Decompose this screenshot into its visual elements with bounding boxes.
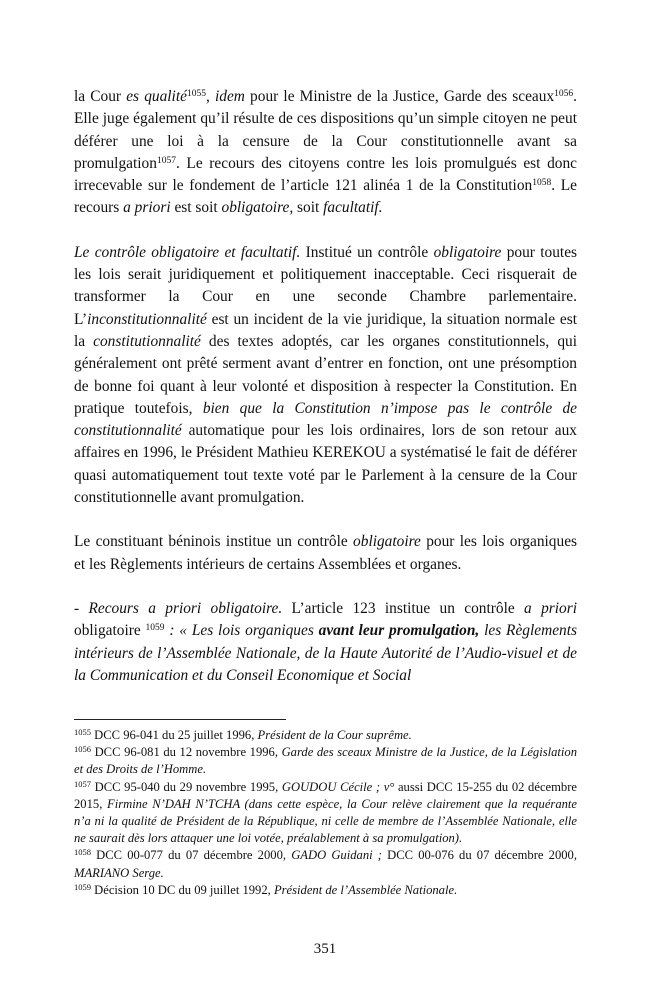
footnote-ref: 1056 [554,89,574,99]
body-text [74,86,577,709]
footnote-ref: 1059 [74,881,91,892]
text-run: Décision 10 DC du 09 juillet 1992, [91,882,274,897]
italic-text: Recours a priori obligatoire. [88,599,283,617]
italic-text: constitutionnalité [93,332,201,350]
page-number: 351 [313,941,337,957]
footnote-ref: 1059 [145,623,165,634]
paragraph-p4 [74,598,577,687]
text-run: DCC 96-041 du 25 juillet 1996, [91,728,258,742]
italic-text: GADO Guidani ; [291,848,382,863]
text-run: . Elle juge également qu’il résulte de ces dispositions qu’un simple citoyen ne peut déférer une loi à la censure de la Cour constitutionnelle avant sa promulgation [74,88,577,172]
footnote-separator [74,719,286,720]
footnote-fn-1057 [74,779,577,848]
text-run: . Le recours des citoyens contre les lois promulgués est donc irrecevable sur le fondement de l’article 121 alinéa 1 de la Constitution [74,154,577,195]
italic-text: Président de l’Assemblée Nationale. [273,882,458,897]
italic-text: a priori [524,599,577,617]
text-run: automatique pour les lois ordinaires, lors de son retour aux affaires en 1996, le Président Mathieu KEREKOU a systématisé le fait de déférer quasi automatiquement tout texte voté par le Parlement à la censure de la Cour constitutionnelle avant promulgation. [74,422,577,507]
footnote-fn-1055 [74,727,577,744]
italic-text: Le contrôle obligatoire et facultatif. [74,243,301,261]
italic-text: obligatoire, [221,199,294,217]
text-run: pour toutes les lois serait juridiquement et politiquement inacceptable. Ceci risquerait de transformer la Cour en une seconde Chambre parlementaire. L’ [74,243,578,328]
italic-text: obligatoire [433,243,502,261]
text-run: DCC 00-077 du 07 décembre 2000, [91,848,292,863]
italic-text: es qualité [126,88,187,105]
paragraph-p2 [74,242,577,510]
italic-text: Firmine N’DAH N’TCHA (dans cette espèce, la Cour relève clairement que la requérante n’a ni la qualité de Président de la République, ni celle de membre de l’Assemblée Nationale, elle ne saurait dès lors attaquer une loi votée, préalablement à sa promulgation). [74,796,577,846]
footnote-ref: 1058 [74,847,91,858]
text-run: soit [293,199,324,217]
italic-text: les Règlements intérieurs de l’Assemblée Nationale, de la Haute Autorité de l’Audio-visuel et de la Communication et du Conseil Economique et Social [74,622,577,684]
footnotes [74,727,577,899]
italic-text: facultatif. [323,199,383,217]
paragraph-p3 [74,531,577,576]
footnote-fn-1058 [74,847,577,881]
text-run: pour le Ministre de la Justice, Garde des sceaux [244,88,555,105]
text-run: . Le recours [74,177,577,217]
footnote-ref: 1055 [186,89,206,99]
italic-text: MARIANO Serge. [74,865,164,880]
text-run: Institué un contrôle [300,243,434,261]
italic-text: : « Les lois organiques [164,622,319,640]
italic-text: obligatoire [353,533,421,551]
text-run: est soit [170,199,222,217]
footnote-ref: 1058 [532,178,552,189]
footnote-ref: 1057 [156,155,176,166]
italic-text: a priori [123,199,171,217]
italic-text: idem [214,88,245,105]
italic-text: inconstitutionnalité [87,310,207,328]
italic-text: GOUDOU Cécile ; v° [281,779,395,794]
text-run: - [74,599,89,617]
text-run: est un incident de la vie juridique, la situation normale est la [74,310,577,350]
text-run: obligatoire [74,622,146,640]
text-run: des textes adoptés, car les organes constitutionnels, qui généralement ont prêté serment avant d’entrer en fonction, ont une présomption de bonne foi quant à leur volonté et disposition à respecter la Constitution. En pratique toutefois, [74,332,577,417]
footnote-fn-1059 [74,882,577,899]
footnote-ref: 1055 [74,727,91,737]
text-run: L’article 123 institue un contrôle [282,599,525,617]
text-run: DCC 96-081 du 12 novembre 1996, [91,745,282,760]
text-run: , [205,88,215,105]
text-run: Le constituant béninois institue un contrôle [74,533,354,551]
footnote-ref: 1056 [74,744,91,755]
italic-text: Garde des sceaux Ministre de la Justice, de la Législation et des Droits de l’Homme. [74,745,577,777]
text-run: DCC 95-040 du 29 novembre 1995, [91,779,282,794]
paragraph-p1 [74,86,577,220]
text-run: DCC 00-076 du 07 décembre 2000, [381,848,577,863]
italic-text: Président de la Cour suprême. [257,728,412,742]
footnote-fn-1056 [74,744,577,778]
text-run: la Cour [74,88,127,105]
italic-text: bien que la Constitution n’impose pas le contrôle de constitutionnalité [74,399,578,440]
text-run: aussi DCC 15-255 du 02 décembre 2015, [74,779,577,811]
footnote-ref: 1057 [74,778,91,789]
text-run: pour les lois organiques et les Règlements intérieurs de certains Assemblées et organes. [74,533,578,573]
bold-italic-text: avant leur promulgation, [318,622,480,640]
